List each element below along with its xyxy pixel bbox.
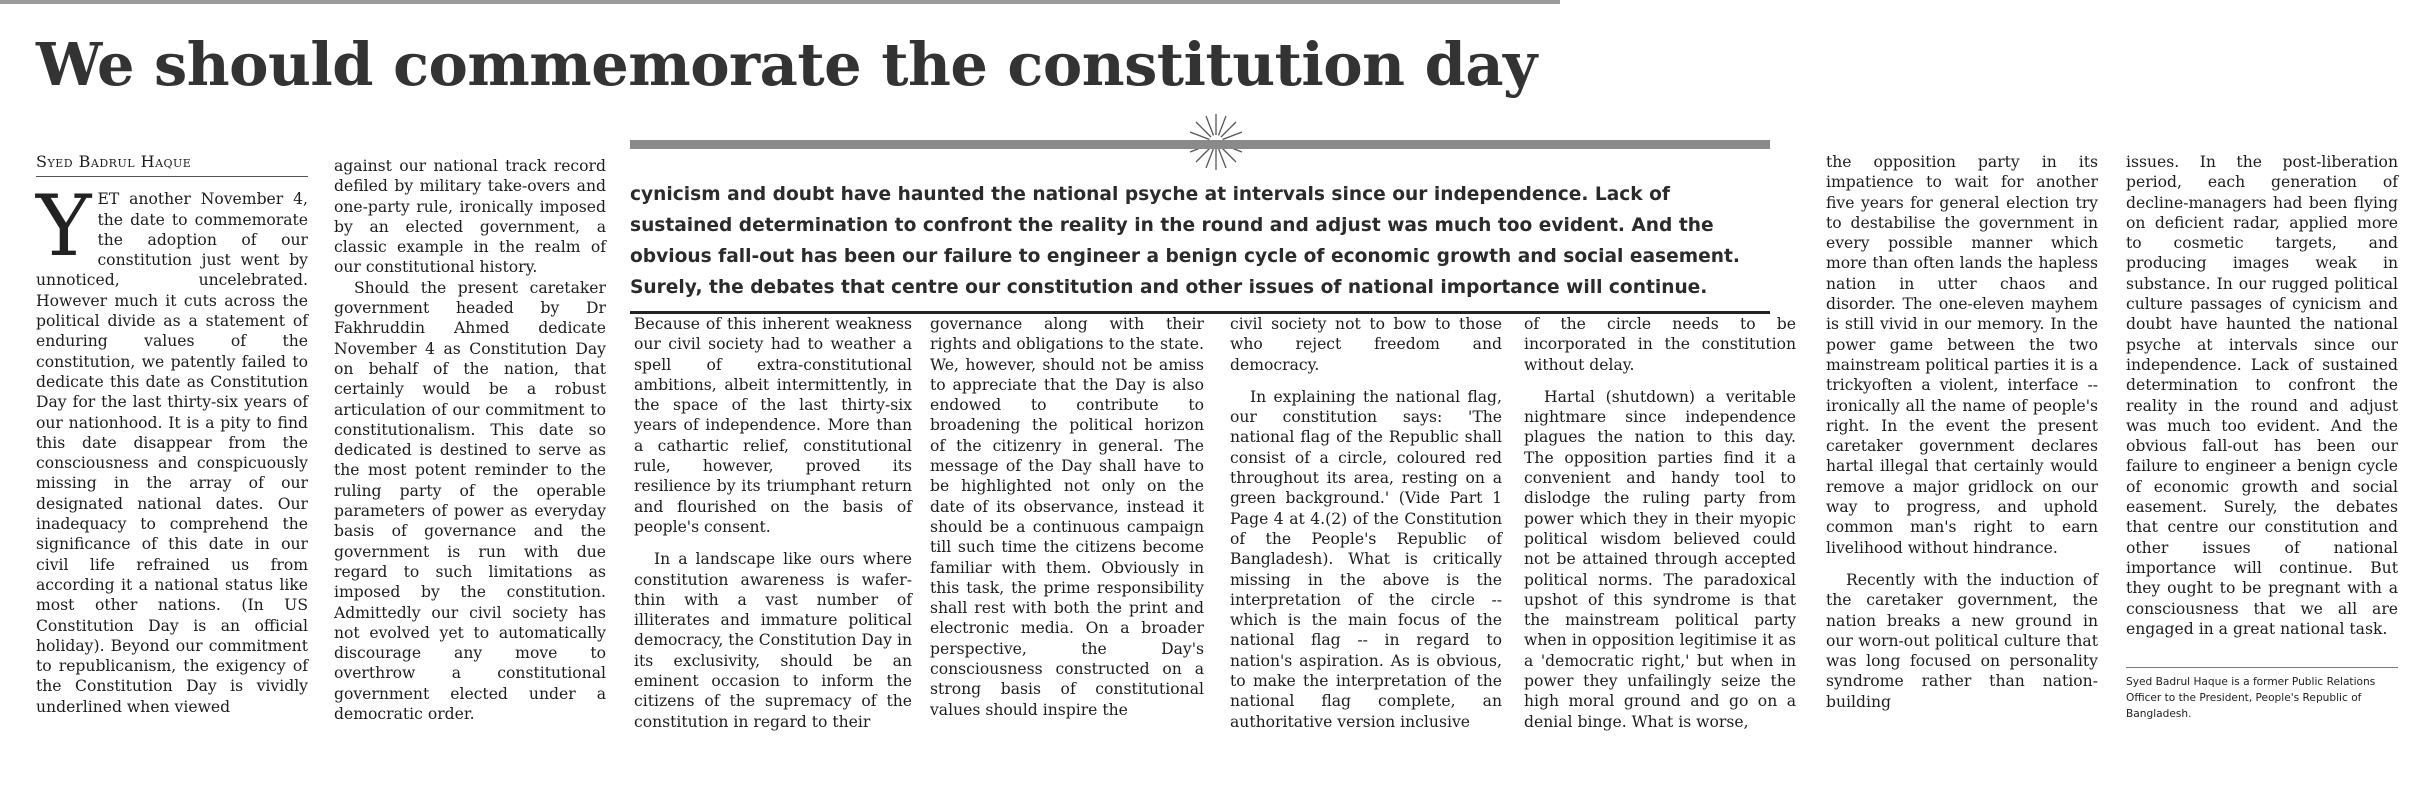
lead-paragraph-text: ET another November 4, the date to commemorate the adoption of our constitution just went by unnoticed, uncelebrated. However much it cuts across the political divide as a statement of enduring values of the constitution, we patently failed to dedicate this date as Constitution Day for the last thirty-six years of our nationhood. It is a pity to find this date disappear from the consciousness and conspicuously missing in the array of our designated national dates. Our inadequacy to comprehend the significance of this date in our civil life refrained us from according it a national status like most other nations. (In US Constitution Day is an official holiday). Beyond our commitment to republicanism, the exigency of the Constitution Day is vividly underlined when viewed [36, 190, 308, 716]
lead-paragraph [36, 177, 308, 717]
col6-paragraph-2: Hartal (shutdown) a veritable nightmare since independence plagues the nation to this day. The opposition parties find it a convenient and handy tool to dislodge the ruling party from power which they in their myopic political wisdom believed could not be attained through accepted political norms. The paradoxical upshot of this syndrome is that the mainstream political party when in opposition legitimise it as a 'democratic right,' but when in power they unfailingly seize the high moral ground and go on a denial binge. What is worse, [1524, 387, 1796, 731]
column-3 [634, 314, 912, 732]
col4-paragraph-1: governance along with their rights and obligations to the state. We, however, should not be amiss to appreciate that the Day is also endowed to contribute to broadening the political horizon of the citizenry in general. The message of the Day shall have to be highlighted not only on the date of its observance, instead it should be a continuous campaign till such time the citizens become familiar with them. Obviously in this task, the prime responsibility shall rest with both the print and electronic media. On a broader perspective, the Day's consciousness constructed on a strong basis of constitutional values should inspire the [930, 315, 1204, 719]
column-5 [1230, 314, 1502, 732]
column-7 [1826, 152, 2098, 712]
pull-quote [630, 140, 1770, 314]
col3-paragraph-1: Because of this inherent weakness our civil society had to weather a spell of extra-constitutional ambitions, albeit intermittently, in the space of the last thirty-six years of independence. More than a cathartic relief, constitutional rule, however, proved its resilience by its triumphant return and flourished on the basis of people's consent. [634, 315, 912, 536]
col8-paragraph-1: issues. In the post-liberation period, each generation of decline-managers had been flying on deficient radar, applied more to cosmetic targets, and producing images weak in substance. In our rugged political culture passages of cynicism and doubt have haunted the national psyche at intervals since our independence. Lack of sustained determination to confront the reality in the round and adjust was much too evident. And the obvious fall-out has been our failure to engineer a benign cycle of economic growth and social easement. Surely, the debates that centre our constitution and other issues of national importance will continue. But they ought to be pregnant with a consciousness that we all are engaged in a great national task. [2126, 153, 2398, 638]
col5-paragraph-1: civil society not to bow to those who reject freedom and democracy. [1230, 315, 1502, 374]
col5-paragraph-2: In explaining the national flag, our constitution says: 'The national flag of the Republic shall consist of a circle, coloured red throughout its area, resting on a green background.' (Vide Part 1 Page 4 at 4.(2) of the Constitution of the People's Republic of Bangladesh). What is critically missing in the above is the interpretation of the circle -- which is the main focus of the national flag -- in regard to nation's aspiration. As is obvious, to make the interpretation of the national flag complete, an authoritative version inclusive [1230, 387, 1502, 731]
column-6 [1524, 314, 1796, 732]
byline: Syed Badrul Haque [36, 152, 308, 177]
author-bio: Syed Badrul Haque is a former Public Relations Officer to the President, People's Republic of Bangladesh. [2126, 667, 2398, 722]
column-4 [930, 314, 1204, 720]
drop-cap: Y [36, 177, 92, 276]
col6-paragraph-1: of the circle needs to be incorporated in the constitution without delay. [1524, 315, 1796, 374]
col2-paragraph-2: Should the present caretaker government headed by Dr Fakhruddin Ahmed dedicate November 4 as Constitution Day on behalf of the nation, that certainly would be a robust articulation of our commitment to constitutionalism. This date so dedicated is destined to serve as the most potent reminder to the ruling party of the operable parameters of power as everyday basis of governance and the government is run with due regard to such limitations as imposed by the constitution. Admittedly our civil society has not evolved yet to automatically discourage any move to overthrow a constitutional government elected under a democratic order. [334, 278, 606, 724]
col2-paragraph-1: against our national track record defiled by military take-overs and one-party rule, ironically imposed by an elected government, a classic example in the realm of our constitutional history. [334, 157, 606, 277]
col3-paragraph-2: In a landscape like ours where constitution awareness is wafer-thin with a vast number of illiterates and immature political democracy, the Constitution Day in its exclusivity, should be an eminent occasion to inform the citizens of the supremacy of the constitution in regard to their [634, 550, 912, 731]
column-8 [2126, 152, 2398, 722]
column-2 [334, 156, 606, 724]
top-rule [0, 0, 1560, 4]
col7-paragraph-2: Recently with the induction of the caretaker government, the nation breaks a new ground in our worn-out political culture that was long focused on personality syndrome rather than nation-building [1826, 570, 2098, 711]
pull-quote-text: cynicism and doubt have haunted the national psyche at intervals since our independence. Lack of sustained determination to confront the reality in the round and adjust was much too evident. And the obvious fall-out has been our failure to engineer a benign cycle of economic growth and social easement. Surely, the debates that centre our constitution and other issues of national importance will continue. [630, 184, 1740, 298]
column-1 [36, 152, 308, 717]
headline: We should commemorate the constitution day [36, 30, 1537, 99]
col7-paragraph-1: the opposition party in its impatience to wait for another five years for general election try to destabilise the government in every possible manner which more than often lands the hapless nation in utter chaos and disorder. The one-eleven mayhem is still vivid in our memory. In the power game between the two mainstream political parties it is a trickyoften a violent, interface -- ironically all the name of people's right. In the event the present caretaker government declares hartal illegal that certainly would remove a major gridlock on our way to progress, and uphold common man's right to earn livelihood without hindrance. [1826, 153, 2098, 557]
